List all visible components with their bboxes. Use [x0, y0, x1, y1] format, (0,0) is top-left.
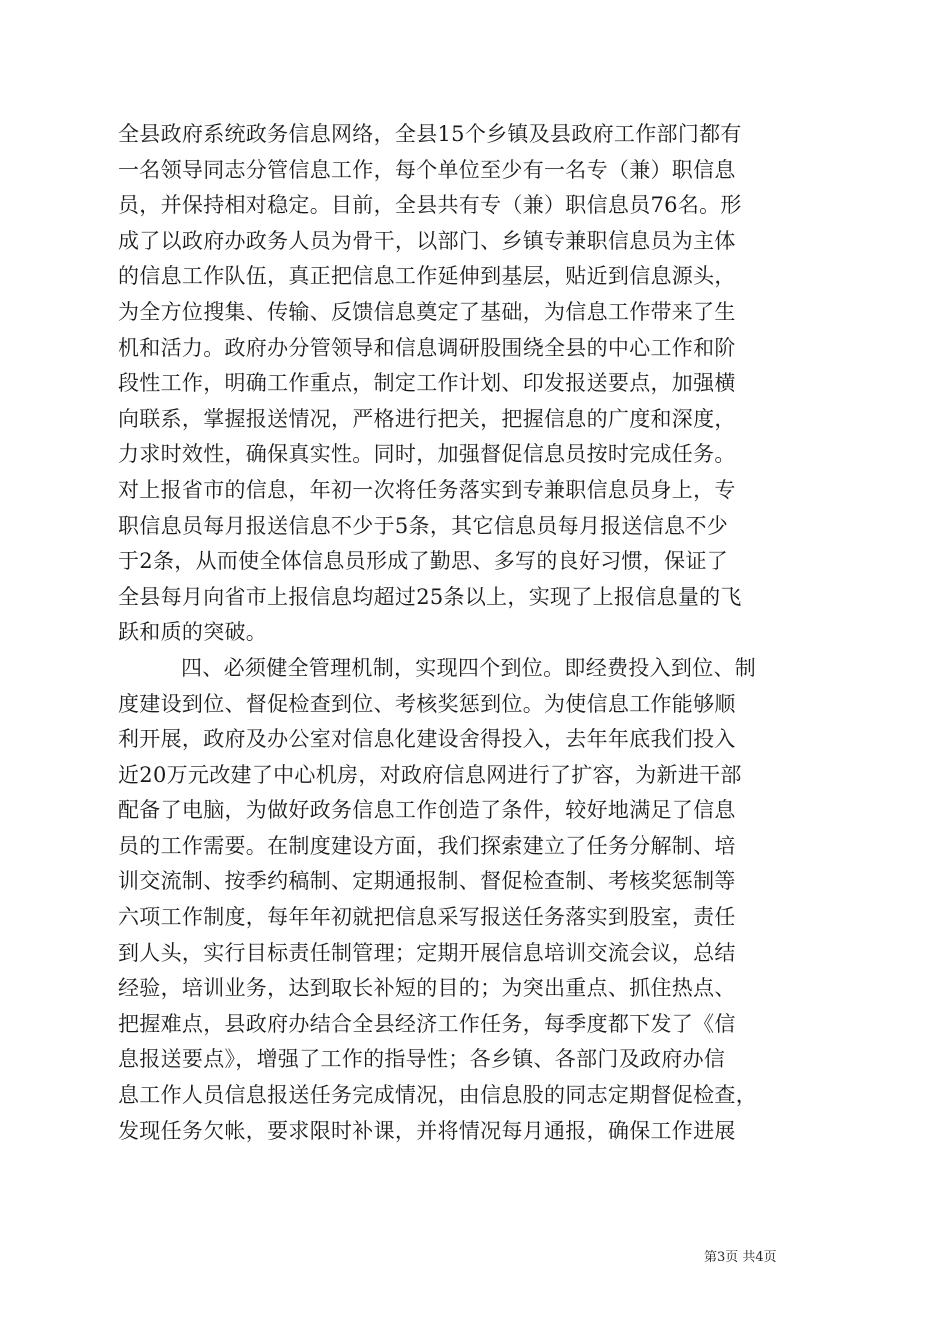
- text-line: 发现任务欠帐，要求限时补课，并将情况每月通报，确保工作进展: [118, 1118, 736, 1143]
- text-line: 到人头，实行目标责任制管理；定期开展信息培训交流会议，总结: [118, 940, 736, 965]
- text-line: 息工作人员信息报送任务完成情况，由信息股的同志定期督促检查，: [118, 1083, 757, 1108]
- text-line: 员的工作需要。在制度建设方面，我们探索建立了任务分解制、培: [118, 833, 736, 858]
- text-line: 全县每月向省市上报信息均超过25条以上，实现了上报信息量的飞: [118, 584, 742, 609]
- text-line: 职信息员每月报送信息不少于5条，其它信息员每月报送信息不少: [118, 513, 729, 538]
- text-line: 全县政府系统政务信息网络，全县15个乡镇及县政府工作部门都有: [118, 122, 742, 146]
- text-line: 对上报省市的信息，年初一次将任务落实到专兼职信息员身上，专: [118, 477, 736, 502]
- text-line: 训交流制、按季约稿制、定期通报制、督促检查制、考核奖惩制等: [118, 869, 736, 894]
- text-line: 经验，培训业务，达到取长补短的目的；为突出重点、抓住热点、: [118, 976, 736, 1001]
- paragraph-heading-line: 四、必须健全管理机制，实现四个到位。即经费投入到位、制: [181, 655, 757, 680]
- text-line: 近20万元改建了中心机房，对政府信息网进行了扩容，为新进干部: [118, 762, 742, 787]
- text-line: 一名领导同志分管信息工作，每个单位至少有一名专（兼）职信息: [118, 157, 736, 182]
- text-line: 为全方位搜集、传输、反馈信息奠定了基础，为信息工作带来了生: [118, 299, 736, 324]
- text-line: 段性工作，明确工作重点，制定工作计划、印发报送要点，加强横: [118, 371, 736, 396]
- text-line: 息报送要点》，增强了工作的指导性；各乡镇、各部门及政府办信: [118, 1047, 726, 1072]
- text-line: 员，并保持相对稳定。目前，全县共有专（兼）职信息员76名。形: [118, 193, 742, 218]
- text-line: 成了以政府办政务人员为骨干，以部门、乡镇专兼职信息员为主体: [118, 228, 736, 253]
- text-line: 于2条，从而使全体信息员形成了勤思、多写的良好习惯，保证了: [118, 549, 729, 574]
- text-line: 力求时效性，确保真实性。同时，加强督促信息员按时完成任务。: [118, 442, 736, 467]
- text-line: 向联系，掌握报送情况，严格进行把关，把握信息的广度和深度，: [118, 406, 736, 431]
- text-line: 度建设到位、督促检查到位、考核奖惩到位。为使信息工作能够顺: [118, 691, 736, 716]
- text-line: 跃和质的突破。: [118, 620, 268, 645]
- text-line: 利开展，政府及办公室对信息化建设舍得投入，去年年底我们投入: [118, 727, 736, 752]
- text-line: 六项工作制度，每年年初就把信息采写报送任务落实到股室，责任: [118, 905, 736, 930]
- text-line: 配备了电脑，为做好政务信息工作创造了条件，较好地满足了信息: [118, 798, 736, 823]
- text-line: 机和活力。政府办分管领导和信息调研股围绕全县的中心工作和阶: [118, 335, 736, 360]
- page-number-footer: 第3页 共4页: [704, 1250, 777, 1265]
- body-text: [118, 117, 818, 1149]
- text-line: 把握难点，县政府办结合全县经济工作任务，每季度都下发了《信: [118, 1011, 736, 1036]
- text-line: 的信息工作队伍，真正把信息工作延伸到基层，贴近到信息源头，: [118, 264, 736, 289]
